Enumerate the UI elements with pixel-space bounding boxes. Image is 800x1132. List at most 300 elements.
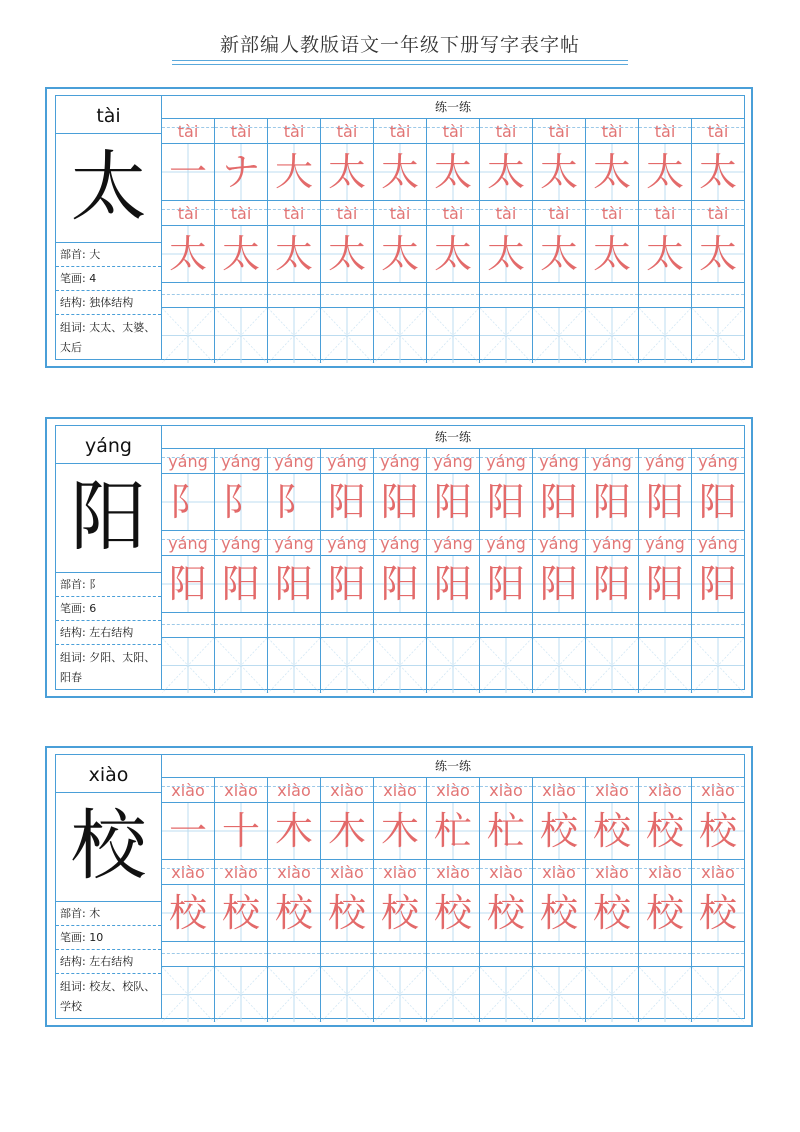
pinyin-guide-cell [374, 119, 427, 143]
pinyin-guide: yáng [539, 452, 579, 471]
practice-header: 练一练 [162, 426, 744, 449]
pinyin-guide: xiào [701, 781, 735, 800]
pinyin-guide: tài [495, 204, 517, 223]
trace-char-cell: 太 [692, 226, 744, 282]
practice-square[interactable] [586, 308, 639, 363]
structure-value: 左右结构 [89, 955, 134, 968]
trace-char-cell: 校 [162, 885, 215, 941]
practice-square[interactable] [321, 308, 374, 363]
trace-char-cell: 校 [321, 885, 374, 941]
pinyin-guide-cell [586, 119, 639, 143]
pinyin-guide: xiào [330, 781, 364, 800]
pinyin-guide-cell [321, 531, 374, 555]
trace-row [162, 885, 744, 942]
trace-char-cell: 校 [639, 885, 692, 941]
pinyin-guide: yáng [168, 452, 208, 471]
pinyin-guide-cell [533, 860, 586, 884]
trace-char-cell: 太 [321, 226, 374, 282]
trace-char-cell: 太 [480, 226, 533, 282]
pinyin-guide: yáng [486, 452, 526, 471]
stroke-order-cell: 校 [533, 803, 586, 859]
practice-square[interactable] [692, 967, 744, 1022]
practice-square[interactable] [268, 967, 321, 1022]
strokes-value: 6 [89, 602, 97, 615]
pinyin-guide-cell [374, 201, 427, 225]
stroke-order-cell: 太 [533, 144, 586, 200]
pinyin-guide-cell [321, 778, 374, 802]
pinyin-guide: tài [548, 122, 570, 141]
strokes-line [56, 926, 161, 950]
pinyin-guide-cell [374, 860, 427, 884]
pinyin-guide-cell [692, 119, 744, 143]
pinyin-guide-cell [480, 860, 533, 884]
stroke-order-cell: 木 [268, 803, 321, 859]
stroke-order-cell: 一 [162, 144, 215, 200]
practice-row [162, 308, 744, 363]
blank-pinyin-cell[interactable] [480, 283, 533, 307]
strokes-value: 4 [89, 272, 97, 285]
pinyin-guide: xiào [436, 781, 470, 800]
trace-row [162, 556, 744, 613]
practice-square[interactable] [533, 308, 586, 363]
stroke-order-cell: 一 [162, 803, 215, 859]
trace-char-cell: 阳 [162, 556, 215, 612]
practice-square[interactable] [586, 638, 639, 693]
character-large: 太 [56, 134, 161, 243]
blank-pinyin-cell[interactable] [374, 283, 427, 307]
pinyin-guide-cell [162, 119, 215, 143]
practice-grid [162, 754, 745, 1019]
pinyin-guide: tài [442, 204, 464, 223]
trace-char-cell: 太 [215, 226, 268, 282]
pinyin-guide: yáng [433, 534, 473, 553]
words-line [56, 645, 161, 688]
pinyin-guide-cell [162, 201, 215, 225]
title-rule [172, 60, 628, 61]
trace-char-cell: 阳 [533, 556, 586, 612]
pinyin-guide-cell [215, 201, 268, 225]
trace-char-cell: 校 [215, 885, 268, 941]
words-label: 组词: [60, 651, 90, 664]
blank-pinyin-cell[interactable] [374, 942, 427, 966]
stroke-order-cell: 杧 [427, 803, 480, 859]
stroke-order-row [162, 803, 744, 860]
blank-pinyin-cell[interactable] [533, 942, 586, 966]
blank-pinyin-cell[interactable] [639, 613, 692, 637]
trace-char-cell: 太 [427, 226, 480, 282]
character-card [45, 746, 753, 1027]
stroke-order-cell: 太 [639, 144, 692, 200]
pinyin-guide-cell [586, 778, 639, 802]
structure-line [56, 291, 161, 315]
practice-square[interactable] [215, 967, 268, 1022]
pinyin-guide-cell [215, 531, 268, 555]
stroke-order-cell: 大 [268, 144, 321, 200]
words-value: 夕阳、太阳、阳春 [60, 651, 156, 684]
practice-row [162, 967, 744, 1022]
pinyin-guide-cell [215, 449, 268, 473]
pinyin-guide: tài [707, 122, 729, 141]
pinyin-guide-cell [533, 531, 586, 555]
blank-pinyin-row [162, 613, 744, 638]
pinyin-guide-cell [268, 778, 321, 802]
practice-square[interactable] [162, 967, 215, 1022]
pinyin-guide: xiào [542, 863, 576, 882]
blank-pinyin-cell[interactable] [268, 283, 321, 307]
practice-square[interactable] [480, 967, 533, 1022]
pinyin-guide-cell [162, 860, 215, 884]
pinyin-guide-cell [321, 119, 374, 143]
blank-pinyin-cell[interactable] [215, 942, 268, 966]
radical-label: 部首: [60, 578, 90, 591]
pinyin-guide: tài [442, 122, 464, 141]
words-label: 组词: [60, 980, 90, 993]
practice-square[interactable] [427, 308, 480, 363]
trace-char-cell: 阳 [268, 556, 321, 612]
structure-line [56, 621, 161, 645]
character-large: 校 [56, 793, 161, 902]
trace-char-cell: 阳 [480, 556, 533, 612]
radical-line [56, 902, 161, 926]
blank-pinyin-cell[interactable] [639, 942, 692, 966]
stroke-order-cell: 太 [480, 144, 533, 200]
structure-line [56, 950, 161, 974]
blank-pinyin-cell[interactable] [533, 613, 586, 637]
blank-pinyin-cell[interactable] [480, 942, 533, 966]
pinyin-guide: tài [177, 122, 199, 141]
strokes-value: 10 [89, 931, 104, 944]
blank-pinyin-cell[interactable] [374, 613, 427, 637]
trace-char-cell: 阳 [427, 556, 480, 612]
strokes-label: 笔画: [60, 931, 90, 944]
pinyin-guide: xiào [436, 863, 470, 882]
pinyin-guide: yáng [221, 452, 261, 471]
stroke-order-cell: 阳 [374, 474, 427, 530]
practice-square[interactable] [321, 967, 374, 1022]
blank-pinyin-cell[interactable] [427, 613, 480, 637]
pinyin-guide: yáng [274, 534, 314, 553]
pinyin-guide: yáng [274, 452, 314, 471]
pinyin-guide-cell [586, 531, 639, 555]
pinyin-guide-cell [533, 778, 586, 802]
blank-pinyin-cell[interactable] [639, 283, 692, 307]
trace-char-cell: 阳 [215, 556, 268, 612]
blank-pinyin-cell[interactable] [215, 613, 268, 637]
pinyin-guide-cell [692, 449, 744, 473]
stroke-order-cell: 木 [374, 803, 427, 859]
practice-header: 练一练 [162, 755, 744, 778]
pinyin-guide: xiào [383, 863, 417, 882]
blank-pinyin-cell[interactable] [162, 942, 215, 966]
trace-char-cell: 阳 [639, 556, 692, 612]
practice-row [162, 638, 744, 693]
practice-square[interactable] [374, 638, 427, 693]
stroke-order-cell: 太 [427, 144, 480, 200]
pinyin-guide: tài [336, 204, 358, 223]
pinyin-guide-cell [692, 531, 744, 555]
practice-grid [162, 95, 745, 360]
radical-line [56, 573, 161, 597]
pinyin-guide-cell [639, 531, 692, 555]
blank-pinyin-row [162, 283, 744, 308]
stroke-order-row [162, 474, 744, 531]
stroke-order-row [162, 144, 744, 201]
pinyin-guide: yáng [698, 534, 738, 553]
pinyin-guide: xiào [224, 863, 258, 882]
practice-square[interactable] [162, 638, 215, 693]
stroke-order-cell: 阳 [427, 474, 480, 530]
structure-value: 左右结构 [89, 626, 134, 639]
pinyin-guide: tài [230, 204, 252, 223]
stroke-order-cell: 太 [374, 144, 427, 200]
pinyin-guide-cell [639, 449, 692, 473]
practice-square[interactable] [533, 967, 586, 1022]
practice-square[interactable] [427, 638, 480, 693]
pinyin-guide: yáng [327, 534, 367, 553]
pinyin-guide-cell [162, 778, 215, 802]
structure-value: 独体结构 [89, 296, 134, 309]
blank-pinyin-cell[interactable] [321, 942, 374, 966]
character-info-panel [55, 425, 162, 690]
pinyin-guide: xiào [701, 863, 735, 882]
pinyin-guide: yáng [380, 534, 420, 553]
words-line [56, 974, 161, 1017]
practice-header: 练一练 [162, 96, 744, 119]
blank-pinyin-cell[interactable] [321, 283, 374, 307]
pinyin-guide-cell [692, 778, 744, 802]
pinyin-guide: xiào [648, 863, 682, 882]
character-info-panel [55, 95, 162, 360]
blank-pinyin-cell[interactable] [268, 613, 321, 637]
stroke-order-cell: 阳 [533, 474, 586, 530]
practice-square[interactable] [268, 308, 321, 363]
pinyin-guide: tài [389, 204, 411, 223]
blank-pinyin-cell[interactable] [427, 283, 480, 307]
stroke-order-cell: 阳 [586, 474, 639, 530]
pinyin-guide-cell [480, 531, 533, 555]
pinyin-guide: yáng [592, 534, 632, 553]
pinyin-guide-cell [427, 778, 480, 802]
pinyin-row [162, 201, 744, 226]
strokes-label: 笔画: [60, 272, 90, 285]
practice-square[interactable] [639, 308, 692, 363]
pinyin-guide: yáng [168, 534, 208, 553]
practice-square[interactable] [692, 638, 744, 693]
pinyin-guide-cell [374, 531, 427, 555]
pinyin-guide-cell [692, 201, 744, 225]
words-line [56, 315, 161, 358]
pinyin-guide: xiào [383, 781, 417, 800]
practice-square[interactable] [162, 308, 215, 363]
title-rule [172, 64, 628, 65]
practice-square[interactable] [427, 967, 480, 1022]
pinyin-guide: xiào [330, 863, 364, 882]
trace-char-cell: 校 [586, 885, 639, 941]
pinyin-guide-cell [427, 531, 480, 555]
pinyin-guide: xiào [595, 863, 629, 882]
pinyin-guide: tài [495, 122, 517, 141]
trace-char-cell: 阳 [321, 556, 374, 612]
character-card [45, 87, 753, 368]
stroke-order-cell: ナ [215, 144, 268, 200]
trace-char-cell: 校 [374, 885, 427, 941]
pinyin-guide: yáng [327, 452, 367, 471]
practice-square[interactable] [374, 967, 427, 1022]
pinyin-guide: tài [654, 122, 676, 141]
pinyin-guide: xiào [277, 781, 311, 800]
structure-label: 结构: [60, 955, 90, 968]
pinyin-guide: yáng [380, 452, 420, 471]
blank-pinyin-cell[interactable] [586, 283, 639, 307]
pinyin-guide-cell [586, 449, 639, 473]
practice-grid [162, 425, 745, 690]
pinyin-guide: xiào [171, 863, 205, 882]
stroke-order-cell: 阳 [321, 474, 374, 530]
pinyin-guide-cell [268, 201, 321, 225]
character-large: 阳 [56, 464, 161, 573]
practice-square[interactable] [480, 638, 533, 693]
pinyin-guide-cell [215, 860, 268, 884]
blank-pinyin-cell[interactable] [692, 283, 744, 307]
pinyin-guide-cell [639, 860, 692, 884]
trace-char-cell: 太 [639, 226, 692, 282]
pinyin-guide: tài [601, 122, 623, 141]
trace-char-cell: 校 [268, 885, 321, 941]
pinyin-guide-cell [427, 201, 480, 225]
pinyin-guide: tài [283, 204, 305, 223]
blank-pinyin-cell[interactable] [162, 283, 215, 307]
stroke-order-cell: 校 [639, 803, 692, 859]
stroke-order-cell: 木 [321, 803, 374, 859]
pinyin-guide-cell [692, 860, 744, 884]
structure-label: 结构: [60, 296, 90, 309]
stroke-order-cell: 太 [321, 144, 374, 200]
stroke-order-cell: 太 [586, 144, 639, 200]
pinyin-guide: xiào [648, 781, 682, 800]
pinyin-row [162, 778, 744, 803]
character-pinyin: yáng [56, 426, 161, 464]
pinyin-guide-cell [480, 449, 533, 473]
pinyin-guide-cell [480, 201, 533, 225]
trace-char-cell: 阳 [586, 556, 639, 612]
pinyin-guide-cell [162, 449, 215, 473]
pinyin-guide: yáng [486, 534, 526, 553]
pinyin-guide-cell [533, 119, 586, 143]
pinyin-guide: tài [336, 122, 358, 141]
practice-square[interactable] [374, 308, 427, 363]
radical-value: 大 [89, 248, 101, 261]
practice-square[interactable] [215, 638, 268, 693]
pinyin-guide-cell [427, 449, 480, 473]
practice-square[interactable] [586, 967, 639, 1022]
trace-char-cell: 校 [480, 885, 533, 941]
pinyin-guide-cell [427, 860, 480, 884]
practice-square[interactable] [268, 638, 321, 693]
practice-square[interactable] [639, 967, 692, 1022]
trace-char-cell: 校 [692, 885, 744, 941]
stroke-order-cell: 阳 [639, 474, 692, 530]
pinyin-guide: tài [548, 204, 570, 223]
blank-pinyin-cell[interactable] [480, 613, 533, 637]
stroke-order-cell: 阝 [268, 474, 321, 530]
pinyin-guide: xiào [277, 863, 311, 882]
stroke-order-cell: 杧 [480, 803, 533, 859]
trace-char-cell: 太 [586, 226, 639, 282]
pinyin-guide-cell [480, 119, 533, 143]
blank-pinyin-row [162, 942, 744, 967]
strokes-label: 笔画: [60, 602, 90, 615]
practice-square[interactable] [321, 638, 374, 693]
pinyin-guide: xiào [171, 781, 205, 800]
stroke-order-cell: 阝 [215, 474, 268, 530]
blank-pinyin-cell[interactable] [692, 613, 744, 637]
blank-pinyin-cell[interactable] [586, 942, 639, 966]
blank-pinyin-cell[interactable] [162, 613, 215, 637]
pinyin-guide-cell [374, 778, 427, 802]
pinyin-guide: xiào [489, 781, 523, 800]
character-pinyin: tài [56, 96, 161, 134]
pinyin-guide: yáng [698, 452, 738, 471]
pinyin-guide: xiào [489, 863, 523, 882]
words-label: 组词: [60, 321, 90, 334]
trace-char-cell: 太 [162, 226, 215, 282]
blank-pinyin-cell[interactable] [215, 283, 268, 307]
pinyin-guide: yáng [221, 534, 261, 553]
pinyin-guide: tài [177, 204, 199, 223]
blank-pinyin-cell[interactable] [427, 942, 480, 966]
pinyin-guide-cell [268, 119, 321, 143]
pinyin-guide-cell [639, 778, 692, 802]
trace-char-cell: 阳 [692, 556, 744, 612]
pinyin-guide: yáng [645, 534, 685, 553]
stroke-order-cell: 太 [692, 144, 744, 200]
blank-pinyin-cell[interactable] [321, 613, 374, 637]
words-value: 校友、校队、学校 [60, 980, 156, 1013]
pinyin-row [162, 119, 744, 144]
pinyin-guide-cell [639, 201, 692, 225]
pinyin-guide-cell [533, 449, 586, 473]
practice-square[interactable] [639, 638, 692, 693]
practice-square[interactable] [533, 638, 586, 693]
strokes-line [56, 597, 161, 621]
structure-label: 结构: [60, 626, 90, 639]
blank-pinyin-cell[interactable] [586, 613, 639, 637]
pinyin-guide-cell [321, 860, 374, 884]
radical-value: 木 [89, 907, 101, 920]
blank-pinyin-cell[interactable] [268, 942, 321, 966]
practice-square[interactable] [692, 308, 744, 363]
pinyin-row [162, 449, 744, 474]
pinyin-guide-cell [321, 449, 374, 473]
pinyin-guide: yáng [645, 452, 685, 471]
trace-row [162, 226, 744, 283]
pinyin-guide-cell [268, 860, 321, 884]
pinyin-guide: yáng [433, 452, 473, 471]
stroke-order-cell: 校 [586, 803, 639, 859]
trace-char-cell: 太 [268, 226, 321, 282]
pinyin-guide: tài [707, 204, 729, 223]
blank-pinyin-cell[interactable] [533, 283, 586, 307]
pinyin-guide: xiào [542, 781, 576, 800]
character-card [45, 417, 753, 698]
pinyin-guide: tài [230, 122, 252, 141]
practice-square[interactable] [215, 308, 268, 363]
stroke-order-cell: 阳 [480, 474, 533, 530]
practice-square[interactable] [480, 308, 533, 363]
blank-pinyin-cell[interactable] [692, 942, 744, 966]
stroke-order-cell: 十 [215, 803, 268, 859]
radical-line [56, 243, 161, 267]
